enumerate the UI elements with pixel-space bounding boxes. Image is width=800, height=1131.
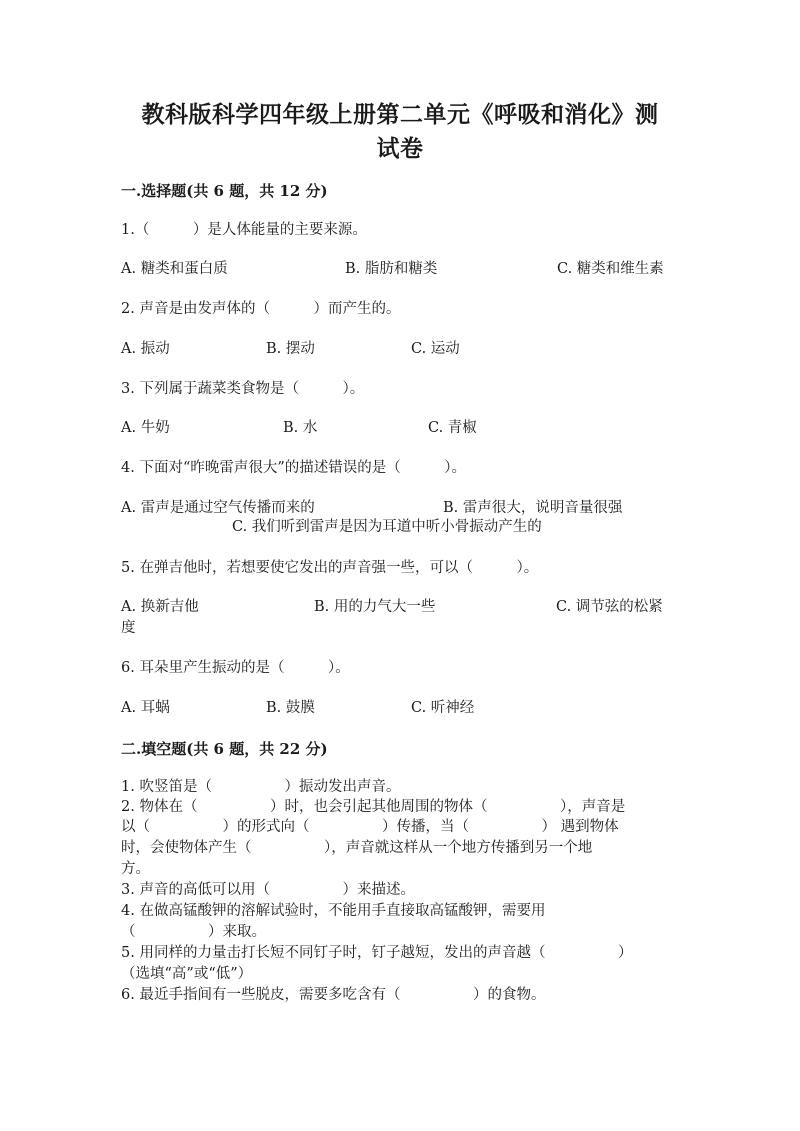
page-title	[110, 98, 690, 166]
option-b: B. 雷声很大，说明音量很强	[443, 500, 623, 516]
fill-line: 4. 在做高锰酸钾的溶解试验时，不能用手直接取高锰酸钾，需要用	[121, 903, 546, 919]
option-a: A. 糖类和蛋白质	[121, 261, 228, 277]
question-stem: 6. 耳朵里产生振动的是（ ）。	[121, 660, 350, 676]
fill-line: 以（ ）的形式向（ ）传播，当（ ） 遇到物体	[121, 819, 619, 835]
question-stem: 1.（ ）是人体能量的主要来源。	[121, 222, 367, 238]
option-c-wrap: 度	[121, 620, 136, 636]
option-a: A. 牛奶	[121, 420, 170, 436]
option-b: B. 水	[283, 420, 318, 436]
section-heading-choice: 一.选择题(共 6 题，共 12 分)	[121, 182, 328, 200]
fill-line: 2. 物体在（ ）时，也会引起其他周围的物体（ ），声音是	[121, 799, 626, 815]
option-c: C. 青椒	[428, 420, 477, 436]
option-c: C. 糖类和维生素	[557, 261, 664, 277]
fill-line: 方。	[121, 861, 150, 877]
option-a: A. 换新吉他	[121, 599, 199, 615]
option-a: A. 耳蜗	[121, 700, 170, 716]
option-c: C. 听神经	[411, 700, 475, 716]
title-line-1: 教科版科学四年级上册第二单元《呼吸和消化》测	[141, 101, 659, 128]
fill-line: 时，会使物体产生（ ），声音就这样从一个地方传播到另一个地	[121, 840, 593, 856]
fill-line: （选填“高”或“低”）	[121, 966, 253, 982]
title-line-2: 试卷	[376, 135, 424, 162]
question-stem: 3. 下列属于蔬菜类食物是（ ）。	[121, 381, 365, 397]
question-stem: 4. 下面对“昨晚雷声很大”的描述错误的是（ ）。	[121, 460, 467, 476]
option-c: C. 我们听到雷声是因为耳道中听小骨振动产生的	[232, 519, 542, 535]
fill-line: 1. 吹竖笛是（ ）振动发出声音。	[121, 779, 401, 795]
fill-line: 6. 最近手指间有一些脱皮，需要多吃含有（ ）的食物。	[121, 987, 546, 1003]
option-c: C. 调节弦的松紧	[556, 599, 663, 615]
option-b: B. 鼓膜	[266, 700, 315, 716]
fill-line: （ ）来取。	[121, 924, 266, 940]
question-stem: 2. 声音是由发声体的（ ）而产生的。	[121, 301, 401, 317]
option-b: B. 摆动	[266, 341, 315, 357]
fill-line: 3. 声音的高低可以用（ ）来描述。	[121, 882, 415, 898]
option-a: A. 振动	[121, 341, 170, 357]
fill-line: 5. 用同样的力量击打长短不同钉子时，钉子越短，发出的声音越（ ）	[121, 945, 633, 961]
option-c: C. 运动	[411, 341, 460, 357]
option-a: A. 雷声是通过空气传播而来的	[121, 500, 315, 516]
option-b: B. 用的力气大一些	[314, 599, 436, 615]
option-b: B. 脂肪和糖类	[345, 261, 438, 277]
question-stem: 5. 在弹吉他时，若想要使它发出的声音强一些，可以（ ）。	[121, 560, 539, 576]
section-heading-fill: 二.填空题(共 6 题，共 22 分)	[121, 740, 328, 758]
